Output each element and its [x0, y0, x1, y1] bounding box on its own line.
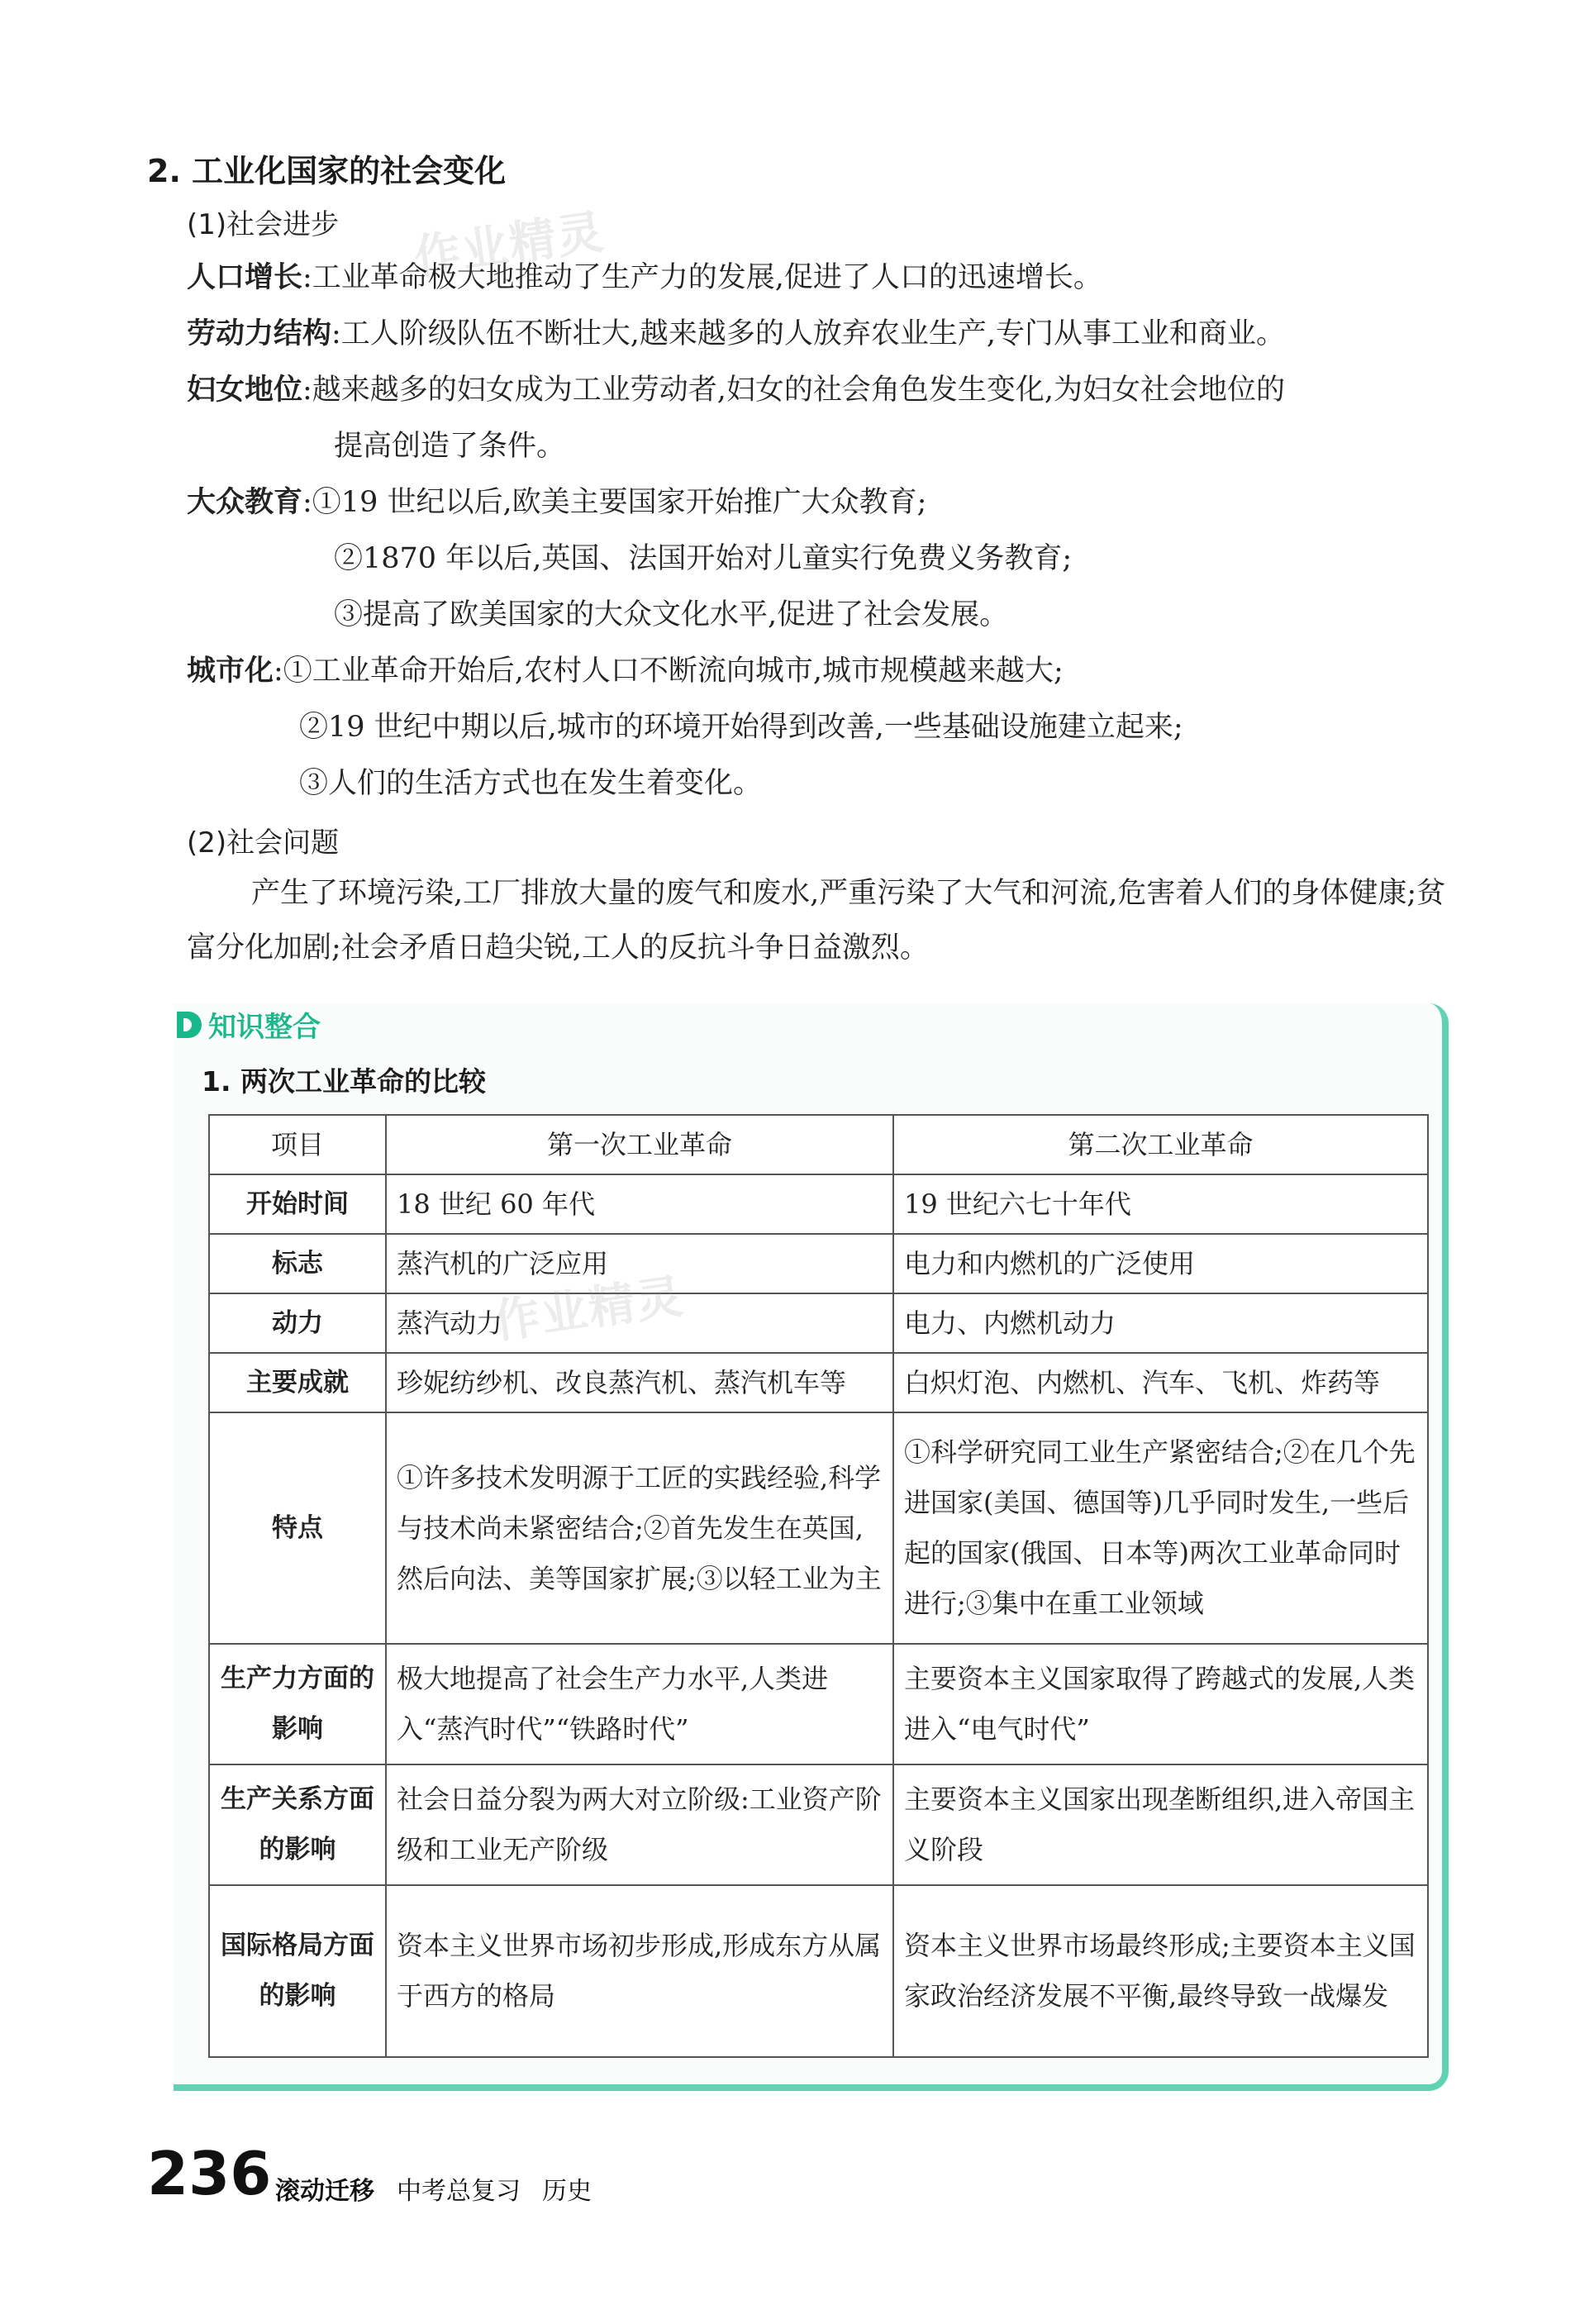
page-number: 236 — [147, 2139, 272, 2208]
row-second: 主要资本主义国家出现垄断组织,进入帝国主义阶段 — [893, 1764, 1428, 1885]
watermark: 作业精灵 — [411, 205, 609, 285]
row-second: 电力和内燃机的广泛使用 — [893, 1234, 1428, 1293]
table-row — [209, 1764, 1428, 1885]
subheading-social-progress: (1)社会进步 — [187, 208, 340, 241]
city-label: 城市化 — [187, 655, 274, 688]
labor-label: 劳动力结构 — [187, 317, 332, 350]
row-first: 蒸汽动力 — [386, 1293, 893, 1353]
row-second: 电力、内燃机动力 — [893, 1293, 1428, 1353]
education-1: :①19 世纪以后,欧美主要国家开始推广大众教育; — [302, 486, 927, 519]
subheading-social-problems: (2)社会问题 — [187, 826, 340, 860]
table-row — [209, 1353, 1428, 1412]
city-line — [187, 646, 1064, 696]
population-line — [187, 253, 1102, 302]
footer-series: 中考总复习 — [397, 2177, 521, 2206]
d-badge-icon — [177, 1012, 202, 1038]
women-label: 妇女地位 — [187, 374, 303, 407]
table-row — [209, 1234, 1428, 1293]
labor-text: :工人阶级队伍不断壮大,越来越多的人放弃农业生产,专门从事工业和商业。 — [331, 317, 1286, 350]
row-first: ①许多技术发明源于工匠的实践经验,科学与技术尚未紧密结合;②首先发生在英国,然后向法、美等国家扩展;③以轻工业为主 — [386, 1412, 893, 1644]
row-second: ①科学研究同工业生产紧密结合;②在几个先进国家(美国、德国等)几乎同时发生,一些后起的国家(俄国、日本等)两次工业革命同时进行;③集中在重工业领域 — [893, 1412, 1428, 1644]
labor-line — [187, 309, 1285, 359]
table-row — [209, 1885, 1428, 2057]
population-label: 人口增长 — [187, 261, 303, 294]
education-2: ②1870 年以后,英国、法国开始对儿童实行免费义务教育; — [334, 542, 1073, 575]
table-row — [209, 1174, 1428, 1234]
table-header-row — [209, 1115, 1428, 1174]
women-text-2: 提高创造了条件。 — [334, 430, 566, 463]
footer-subject: 历史 — [542, 2177, 592, 2206]
row-first: 蒸汽机的广泛应用 — [386, 1234, 893, 1293]
row-second: 主要资本主义国家取得了跨越式的发展,人类进入“电气时代” — [893, 1644, 1428, 1764]
row-first: 珍妮纺纱机、改良蒸汽机、蒸汽机车等 — [386, 1353, 893, 1412]
row-item: 国际格局方面的影响 — [209, 1885, 386, 2057]
row-item: 开始时间 — [209, 1174, 386, 1234]
knowledge-tag-label: 知识整合 — [208, 1011, 321, 1044]
knowledge-tag — [177, 1004, 321, 1045]
table-row — [209, 1293, 1428, 1353]
table-row — [209, 1644, 1428, 1764]
row-item: 标志 — [209, 1234, 386, 1293]
education-3: ③提高了欧美国家的大众文化水平,促进了社会发展。 — [334, 598, 1009, 631]
row-second: 白炽灯泡、内燃机、汽车、飞机、炸药等 — [893, 1353, 1428, 1412]
education-label: 大众教育 — [187, 486, 303, 519]
women-line — [187, 365, 1285, 415]
row-first: 社会日益分裂为两大对立阶级:工业资产阶级和工业无产阶级 — [386, 1764, 893, 1885]
header-second: 第二次工业革命 — [893, 1115, 1428, 1174]
table-row — [209, 1412, 1428, 1644]
section-heading: 2. 工业化国家的社会变化 — [147, 153, 507, 189]
row-item: 动力 — [209, 1293, 386, 1353]
row-item: 生产关系方面的影响 — [209, 1764, 386, 1885]
row-first: 资本主义世界市场初步形成,形成东方从属于西方的格局 — [386, 1885, 893, 2057]
women-text-1: :越来越多的妇女成为工业劳动者,妇女的社会角色发生变化,为妇女社会地位的 — [302, 374, 1286, 407]
row-second: 资本主义世界市场最终形成;主要资本主义国家政治经济发展不平衡,最终导致一战爆发 — [893, 1885, 1428, 2057]
row-first: 18 世纪 60 年代 — [386, 1174, 893, 1234]
problems-text: 产生了环境污染,工厂排放大量的废气和废水,严重污染了大气和河流,危害着人们的身体健康;贫富分化加剧;社会矛盾日趋尖锐,工人的反抗斗争日益激烈。 — [187, 877, 1446, 964]
city-2: ②19 世纪中期以后,城市的环境开始得到改善,一些基础设施建立起来; — [299, 711, 1183, 744]
header-first: 第一次工业革命 — [386, 1115, 893, 1174]
row-second: 19 世纪六七十年代 — [893, 1174, 1428, 1234]
row-item: 生产力方面的影响 — [209, 1644, 386, 1764]
header-item: 项目 — [209, 1115, 386, 1174]
footer-brand: 滚动迁移 — [275, 2177, 374, 2206]
city-1: :①工业革命开始后,农村人口不断流向城市,城市规模越来越大; — [274, 655, 1064, 688]
problems-paragraph — [187, 866, 1459, 975]
row-item: 主要成就 — [209, 1353, 386, 1412]
row-first: 极大地提高了社会生产力水平,人类进入“蒸汽时代”“铁路时代” — [386, 1644, 893, 1764]
knowledge-title: 1. 两次工业革命的比较 — [202, 1065, 486, 1098]
education-line — [187, 478, 926, 527]
comparison-table — [208, 1114, 1429, 2058]
population-text: :工业革命极大地推动了生产力的发展,促进了人口的迅速增长。 — [302, 261, 1102, 294]
city-3: ③人们的生活方式也在发生着变化。 — [299, 767, 763, 800]
row-item: 特点 — [209, 1412, 386, 1644]
